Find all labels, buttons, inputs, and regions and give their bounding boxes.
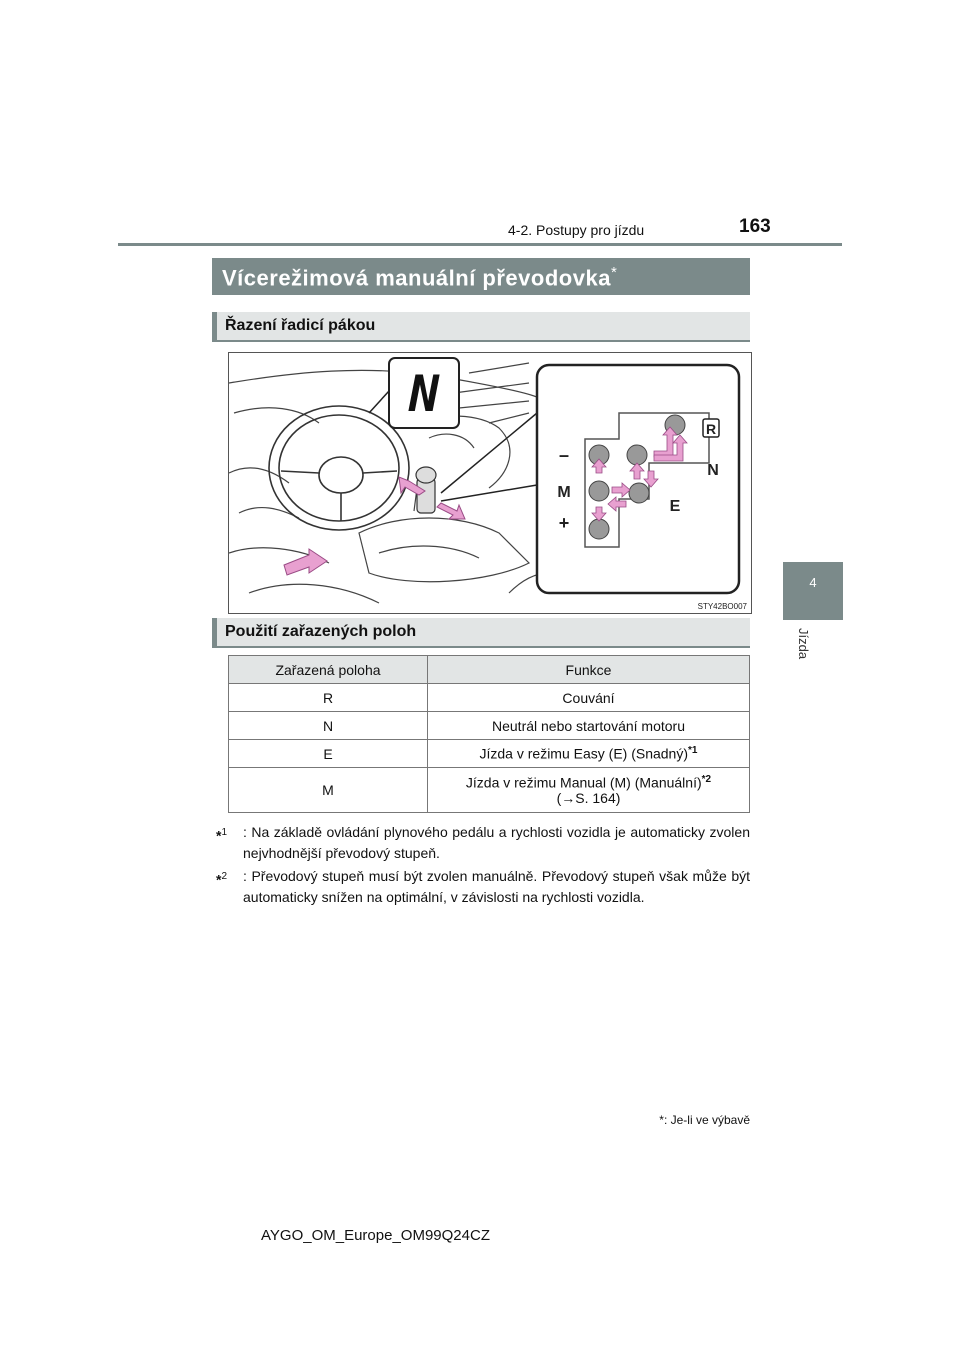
display-letter: N xyxy=(408,365,440,423)
gear-shift-illustration xyxy=(228,352,752,614)
footnote-text: : Na základě ovládání plynového pedálu a rychlosti vozidla je automaticky zvolen nejvhodnější převodový stupeň. xyxy=(243,824,750,861)
column-header: Zařazená poloha xyxy=(229,656,428,684)
availability-note: *: Je-li ve výbavě xyxy=(659,1113,750,1127)
gate-label-m: M xyxy=(557,484,571,501)
gate-label-r: R xyxy=(705,421,717,437)
header-rule xyxy=(118,243,842,246)
chapter-label: Jízda xyxy=(796,628,811,660)
subsection-title: Řazení řadicí pákou xyxy=(225,317,376,334)
gate-label-minus: – xyxy=(558,445,570,465)
position-cell: R xyxy=(229,684,428,712)
subsection-bar xyxy=(212,312,750,342)
chapter-tab xyxy=(783,562,843,620)
function-cell: Jízda v režimu Easy (E) (Snadný)$^{*1}$ xyxy=(428,740,750,768)
title-bar xyxy=(212,258,750,295)
table-row xyxy=(229,712,750,740)
gate-label-e: E xyxy=(669,498,681,515)
page-title: Vícerežimová manuální převodovka xyxy=(222,265,611,291)
gate-label-n: N xyxy=(707,462,719,479)
table-header-row xyxy=(229,656,750,684)
gear-position-table xyxy=(228,655,750,813)
position-cell: M xyxy=(229,768,428,813)
subsection-bar xyxy=(212,618,750,648)
position-cell: N xyxy=(229,712,428,740)
table-row xyxy=(229,768,750,813)
footnote-text: : Převodový stupeň musí být zvolen manuálně. Převodový stupeň však může být automaticky snížen na optimální, v závislosti na rychlosti vozidla. xyxy=(243,868,750,905)
chapter-number: 4 xyxy=(809,575,817,590)
footnote-ref: *1 xyxy=(688,745,698,757)
document-code: AYGO_OM_Europe_OM99Q24CZ xyxy=(261,1227,490,1244)
page-number: 163 xyxy=(739,216,771,237)
table-row xyxy=(229,740,750,768)
position-cell: E xyxy=(229,740,428,768)
title-marker: * xyxy=(610,264,618,281)
table-row xyxy=(229,684,750,712)
function-cell: Neutrál nebo startování motoru xyxy=(428,712,750,740)
function-cell: Jízda v režimu Manual (M) (Manuální)$^{*2}$ (→S. 164) xyxy=(428,768,750,813)
shifter-drawing xyxy=(229,353,751,613)
figure-code: STY42BO007 xyxy=(697,602,747,611)
subsection-title: Použití zařazených poloh xyxy=(225,623,417,640)
footnote: *$^2$ : Převodový stupeň musí být zvolen manuálně. Převodový stupeň však může být automaticky snížen na optimální, v závislosti na rychlosti vozidla. xyxy=(216,866,750,908)
column-header: Funkce xyxy=(428,656,750,684)
page-reference-link[interactable]: (→S. 164) xyxy=(556,790,621,807)
function-cell: Couvání xyxy=(428,684,750,712)
footnote-ref: *2 xyxy=(701,773,712,785)
gate-label-plus: + xyxy=(558,513,570,533)
footnote: *$^1$ : Na základě ovládání plynového pedálu a rychlosti vozidla je automaticky zvolen nejvhodnější převodový stupeň. xyxy=(216,822,750,864)
section-heading: 4-2. Postupy pro jízdu xyxy=(508,222,645,238)
